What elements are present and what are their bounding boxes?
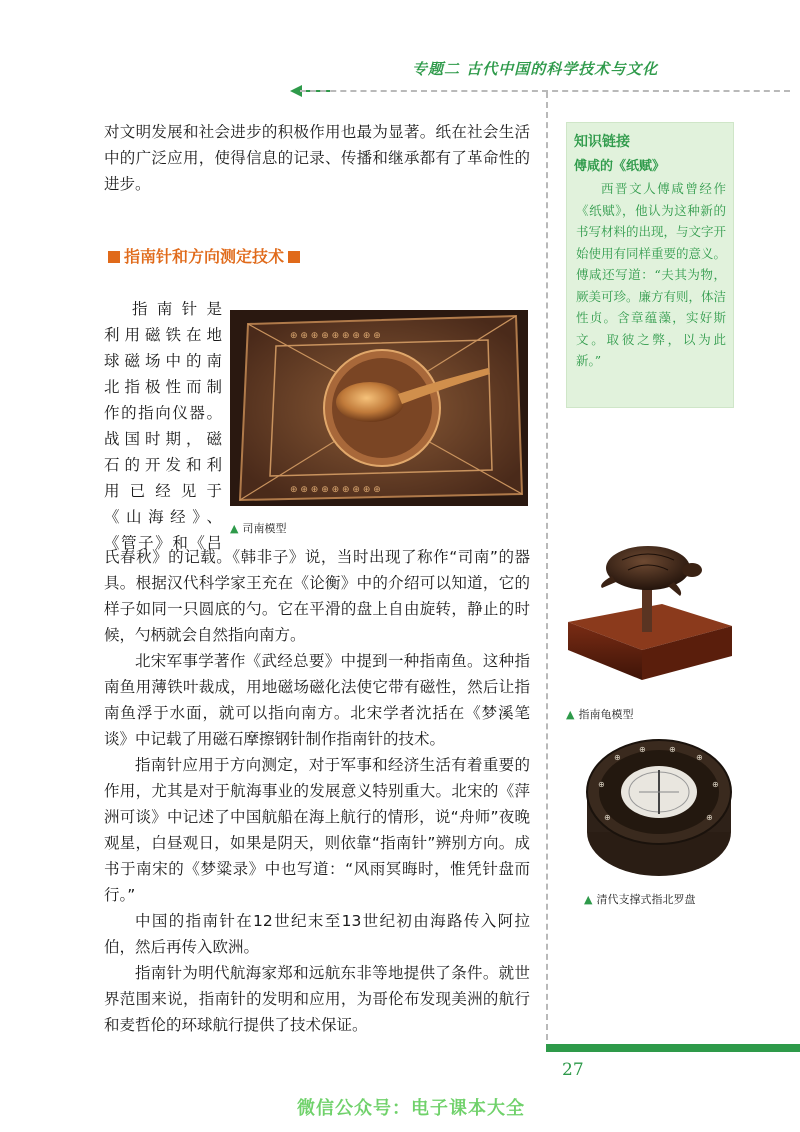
compass-caption-text: 清代支撑式指北罗盘 [596,893,696,906]
svg-text:⊕: ⊕ [706,813,713,822]
svg-text:⊕: ⊕ [696,753,703,762]
chapter-header: 专题二 古代中国的科学技术与文化 [412,60,659,78]
svg-text:⊕: ⊕ [604,813,611,822]
knowledge-link-title: 知识链接 [574,134,630,150]
header-divider [300,90,790,92]
square-bullet-icon [288,251,300,263]
wrap-line: 战国时期，磁 [104,430,222,448]
sinan-model-photo [230,310,528,506]
paragraph-sinan-tail: 氏春秋》的记载。《韩非子》说，当时出现了称作“司南”的器具。根据汉代科学家王充在《论衡》中的介绍可以知道，它的样子如同一只圆底的勺。它在平滑的盘上自由旋转，静止的时候，勺柄就会自然指向南方。 [104,548,530,644]
svg-text:⊕: ⊕ [712,780,719,789]
intro-paragraph: 对文明发展和社会进步的积极作用也最为显著。纸在社会生活中的广泛应用，使得信息的记录、传播和继承都有了革命性的进步。 [104,123,530,193]
turtle-caption [566,706,633,722]
svg-text:⊕: ⊕ [598,780,605,789]
knowledge-link-subtitle: 傅咸的《纸赋》 [574,159,666,174]
svg-text:⊕: ⊕ [614,753,621,762]
wrap-line: 指南针是 [132,300,222,318]
watermark: 微信公众号：电子课本大全 [297,1098,525,1119]
wrap-line: 用已经见于 [104,482,222,500]
footer-bar [546,1044,800,1052]
wrap-line: 《山海经》、 [104,508,222,526]
triangle-marker-icon: ▲ [584,893,593,906]
wrap-line: 球磁场中的南 [104,352,222,370]
wrap-line: 石的开发和利 [104,456,222,474]
paragraph-compass-fish: 北宋军事学著作《武经总要》中提到一种指南鱼。这种指南鱼用薄铁叶裁成，用地磁场磁化法使它带有磁性，然后让指南鱼浮于水面，就可以指向南方。北宋学者沈括在《梦溪笔谈》中记载了用磁石摩擦钢针制作指南针的技术。 [104,652,530,748]
wrap-line: 《管子》和《吕 [104,534,222,552]
knowledge-link-body: 西晋文人傅咸曾经作《纸赋》，他认为这种新的书写材料的出现，与文字开始使用有同样重要的意义。傅咸还写道：“夫其为物，厥美可珍。廉方有则，体洁性贞。含章蕴藻，实好斯文。取彼之弊，以为此新。” [576,181,727,368]
square-bullet-icon [108,251,120,263]
wrap-line: 作的指向仪器。 [104,404,222,422]
paragraph-wrap-column [104,296,222,556]
svg-text:⊕: ⊕ [639,745,646,754]
paragraph-spread: 中国的指南针在12世纪末至13世纪初由海路传入阿拉伯，然后再传入欧洲。 [104,912,530,956]
wrap-line: 北指极性而制 [104,378,222,396]
sinan-caption-text: 司南模型 [242,522,287,535]
sinan-caption [230,520,286,536]
turtle-caption-text: 指南龟模型 [578,708,634,721]
compass-turtle-photo [562,530,736,690]
svg-text:⊕ ⊕ ⊕ ⊕ ⊕ ⊕ ⊕ ⊕ ⊕: ⊕ ⊕ ⊕ ⊕ ⊕ ⊕ ⊕ ⊕ ⊕ [290,485,381,495]
column-divider [546,92,548,1040]
compass-caption [584,891,695,907]
svg-text:⊕ ⊕ ⊕ ⊕ ⊕ ⊕ ⊕ ⊕ ⊕: ⊕ ⊕ ⊕ ⊕ ⊕ ⊕ ⊕ ⊕ ⊕ [290,331,381,341]
section-heading-text: 指南针和方向测定技术 [124,247,285,266]
wrap-line: 利用磁铁在地 [104,326,222,344]
triangle-marker-icon: ▲ [566,708,575,721]
svg-text:⊕: ⊕ [669,745,676,754]
triangle-marker-icon: ▲ [230,522,239,535]
paragraph-navigation: 指南针应用于方向测定，对于军事和经济生活有着重要的作用，尤其是对于航海事业的发展意义特别重大。北宋的《萍洲可谈》中记述了中国航船在海上航行的情形，说“舟师”夜晚观星，白昼观日，如果是阴天，则依靠“指南针”辨别方向。成书于南宋的《梦粱录》中也写道：“风雨冥晦时，惟凭针盘而行。” [104,756,530,904]
paragraph-voyages: 指南针为明代航海家郑和远航东非等地提供了条件。就世界范围来说，指南针的发明和应用，为哥伦布发现美洲的航行和麦哲伦的环球航行提供了技术保证。 [104,964,530,1034]
qing-compass-photo [584,732,734,880]
page-number: 27 [562,1060,584,1080]
section-heading [104,244,304,267]
